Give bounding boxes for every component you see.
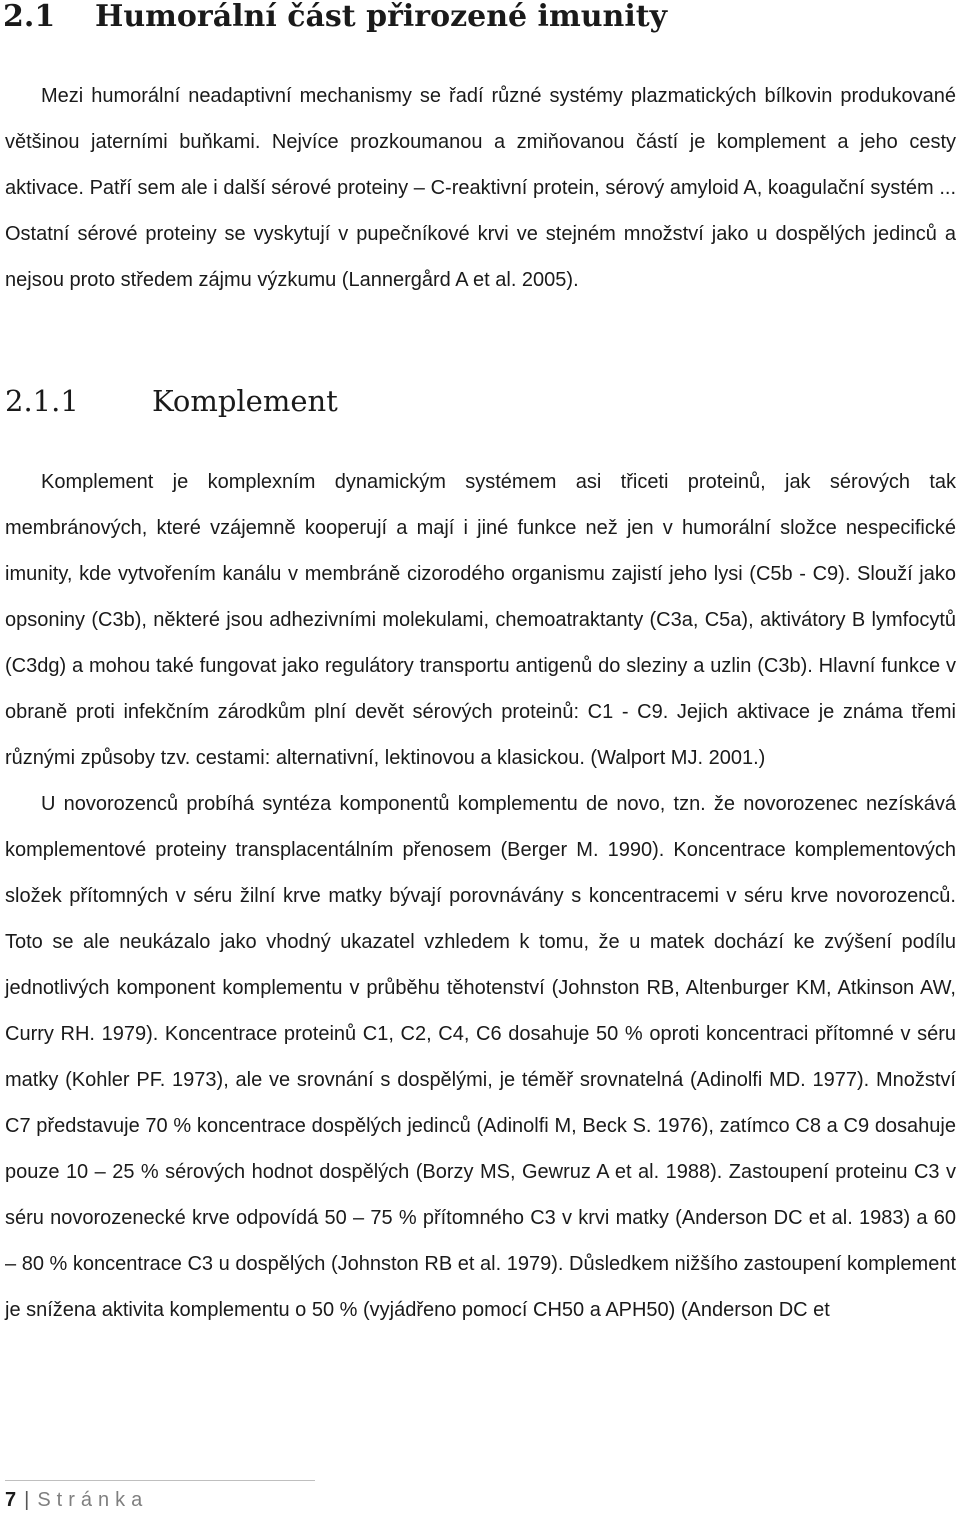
footer-divider xyxy=(5,1480,315,1481)
section-number: 2.1 xyxy=(3,0,56,34)
complement-paragraph xyxy=(5,459,956,1333)
section-heading xyxy=(3,0,667,37)
subsection-number: 2.1.1 xyxy=(5,384,79,418)
page-footer xyxy=(5,1486,148,1514)
section-intro-text: Mezi humorální neadaptivní mechanismy se řadí různé systémy plazmatických bílkovin produkované většinou jaterními buňkami. Nejvíce prozkoumanou a zmiňovanou částí je komplement a jeho cesty aktivace. Patří sem ale i další sérové proteiny – C-reaktivní protein, sérový amyloid A, koagulační systém ... Ostatní sérové proteiny se vyskytují v pupečníkové krvi ve stejném množství jako u dospělých jedinců a nejsou proto středem zájmu výzkumu (Lannergård A et al. 2005). xyxy=(5,85,956,291)
subsection-title: Komplement xyxy=(152,384,338,418)
complement-paragraph-text: Komplement je komplexním dynamickým systémem asi třiceti proteinů, jak sérových tak membránových, které vzájemně kooperují a mají i jiné funkce než jen v humorální složce nespecifické imunity, kde vytvořením kanálu v membráně cizorodého organismu zajistí jeho lysi (C5b - C9). Slouží jako opsoniny (C3b), některé jsou adhezivními molekulami, chemoatraktanty (C3a, C5a), aktivátory B lymfocytů (C3dg) a mohou také fungovat jako regulátory transportu antigenů do sleziny a uzlin (C3b). Hlavní funkce v obraně proti infekčním zárodkům plní devět sérových proteinů: C1 - C9. Jejich aktivace je známa třemi různými způsoby tzv. cestami: alternativní, lektinovou a klasickou. (Walport MJ. 2001.) xyxy=(5,471,956,769)
page-label: Stránka xyxy=(37,1489,149,1511)
footer-separator: | xyxy=(24,1489,30,1511)
page-number: 7 xyxy=(5,1489,17,1511)
subsection-heading xyxy=(5,381,338,421)
newborn-paragraph-text: U novorozenců probíhá syntéza komponentů komplementu de novo, tzn. že novorozenec nezískává komplementové proteiny transplacentálním přenosem (Berger M. 1990). Koncentrace komplementových složek přítomných v séru žilní krve matky bývají porovnávány s koncentracemi v séru krve novorozenců. Toto se ale neukázalo jako vhodný ukazatel vzhledem k tomu, že u matek dochází ke zvýšení podílu jednotlivých komponent komplementu v průběhu těhotenství (Johnston RB, Altenburger KM, Atkinson AW, Curry RH. 1979). Koncentrace proteinů C1, C2, C4, C6 dosahuje 50 % oproti koncentraci přítomné v séru matky (Kohler PF. 1973), ale ve srovnání s dospělými, je téměř srovnatelná (Adinolfi MD. 1977). Množství C7 představuje 70 % koncentrace dospělých jedinců (Adinolfi M, Beck S. 1976), zatímco C8 a C9 dosahuje pouze 10 – 25 % sérových hodnot dospělých (Borzy MS, Gewruz A et al. 1988). Zastoupení proteinu C3 v séru novorozenecké krve odpovídá 50 – 75 % přítomného C3 v krvi matky (Anderson DC et al. 1983) a 60 – 80 % koncentrace C3 u dospělých (Johnston RB et al. 1979). Důsledkem nižšího zastoupení komplement je snížena aktivita komplementu o 50 % (vyjádřeno pomocí CH50 a APH50) (Anderson DC et xyxy=(5,793,956,1321)
section-intro-paragraph xyxy=(5,73,956,303)
section-title: Humorální část přirozené imunity xyxy=(95,0,668,34)
